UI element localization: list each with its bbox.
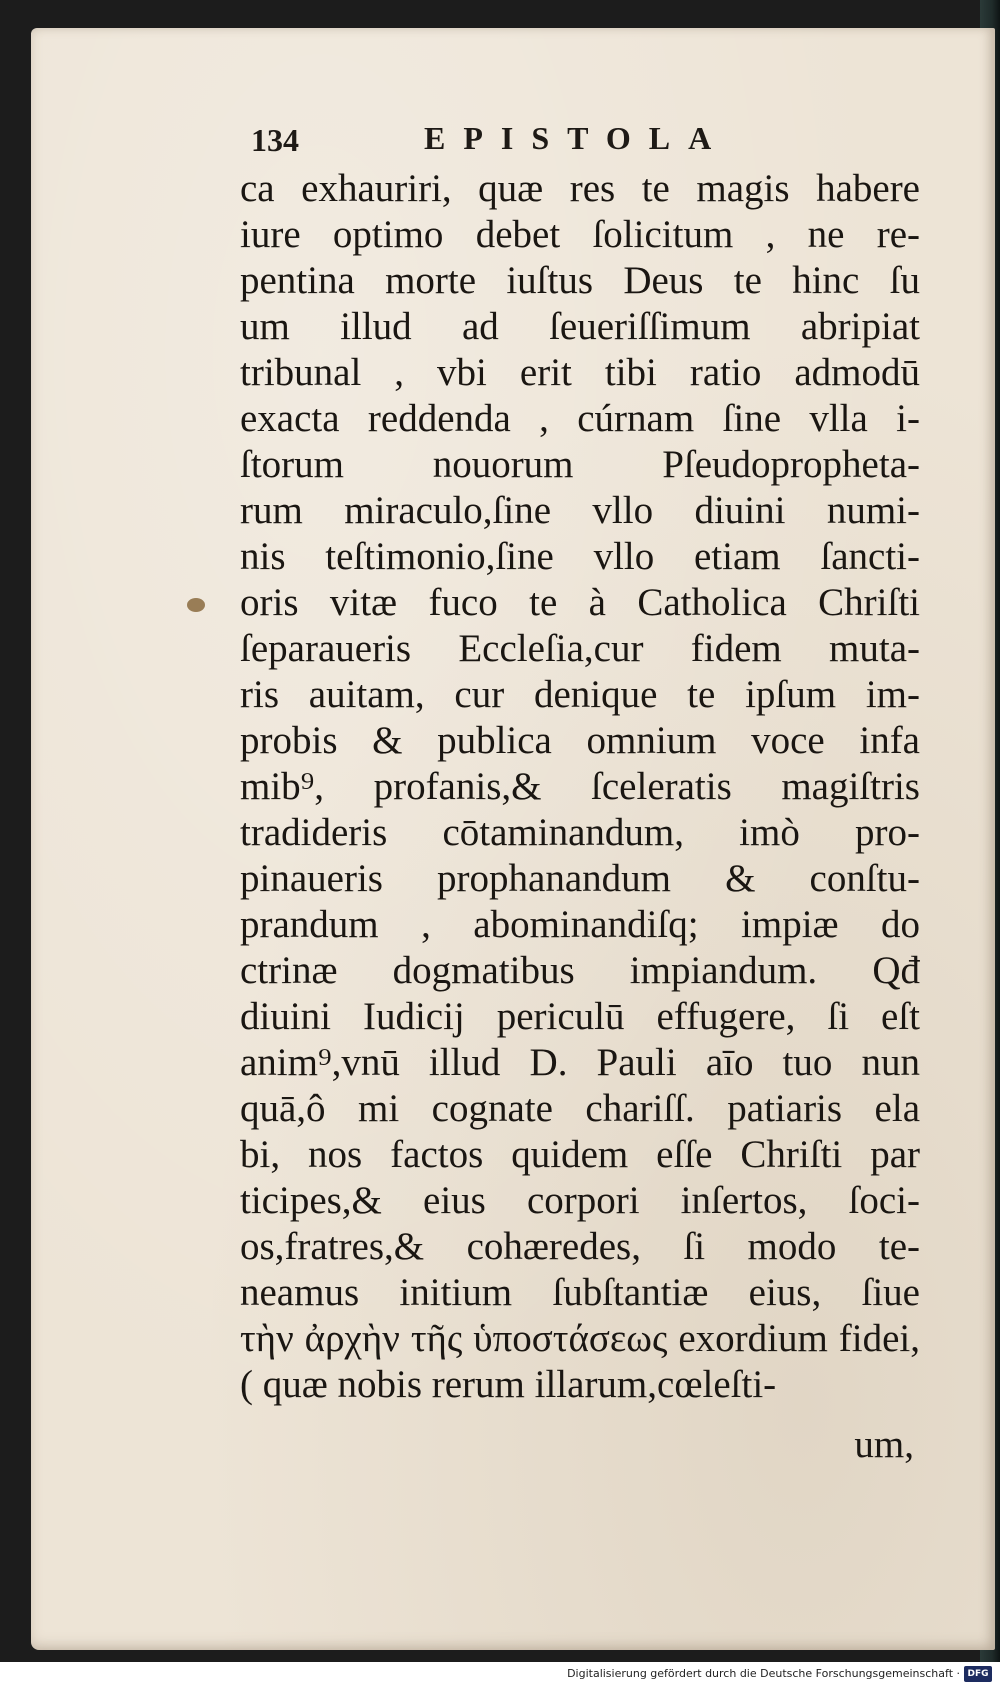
body-text (240, 166, 920, 1408)
dfg-logo-icon: DFG (964, 1666, 992, 1682)
text-line: neamus initium ſubſtantiæ eius, ſiue (240, 1271, 920, 1314)
text-line: ſtorum nouorum Pſeudopropheta- (240, 443, 920, 486)
text-line: os,fratres,& cohæredes, ſi modo te- (240, 1225, 920, 1268)
text-line: diuini Iudicij periculū effugere, ſi eſt (240, 995, 920, 1038)
ink-stain (187, 598, 205, 612)
text-line: probis & publica omnium voce infa (240, 719, 920, 762)
footer-bar (0, 1662, 1000, 1689)
text-line: anim⁹,vnū illud D. Pauli aīo tuo nun (240, 1041, 920, 1084)
text-line: um illud ad ſeueriſſimum abripiat (240, 305, 920, 348)
text-line: pentina morte iuſtus Deus te hinc ſu (240, 259, 920, 302)
running-head-title: EPISTOLA (424, 120, 730, 156)
text-line: rum miraculo,ſine vllo diuini numi- (240, 489, 920, 532)
text-line: prandum , abominandiſq; impiæ do (240, 903, 920, 946)
text-line: tribunal , vbi erit tibi ratio admodū (240, 351, 920, 394)
text-line: pinaueris prophanandum & conſtu- (240, 857, 920, 900)
text-line: ſeparaueris Eccleſia,cur fidem muta- (240, 627, 920, 670)
page-number: 134 (251, 122, 299, 158)
text-line: quā,ô mi cognate chariſſ. patiaris ela (240, 1087, 920, 1130)
text-line: bi, nos factos quidem eſſe Chriſti par (240, 1133, 920, 1176)
text-line: nis teſtimonio,ſine vllo etiam ſancti- (240, 535, 920, 578)
text-line: ( quæ nobis rerum illarum,cœleſti- (240, 1363, 777, 1406)
text-line: mib⁹, profanis,& ſceleratis magiſtris (240, 765, 920, 808)
text-line: τὴν ἀρχὴν τῆς ὑποστάσεως exordium fidei, (240, 1317, 920, 1360)
text-line: ticipes,& eius corpori inſertos, ſoci- (240, 1179, 920, 1222)
text-line: ris auitam, cur denique te ipſum im- (240, 673, 920, 716)
running-head (251, 120, 931, 160)
text-line: ctrinæ dogmatibus impiandum. Qđ (240, 949, 920, 992)
text-line: exacta reddenda , cúrnam ſine vlla i- (240, 397, 920, 440)
text-line: tradideris cōtaminandum, imò pro- (240, 811, 920, 854)
catchword: um, (854, 1423, 914, 1466)
text-line: iure optimo debet ſolicitum , ne re- (240, 213, 920, 256)
text-line: ca exhauriri, quæ res te magis habere (240, 167, 920, 210)
text-line: oris vitæ fuco te à Catholica Chriſti (240, 581, 920, 624)
digitization-credit: Digitalisierung gefördert durch die Deutsche Forschungsgemeinschaft · (567, 1667, 960, 1680)
